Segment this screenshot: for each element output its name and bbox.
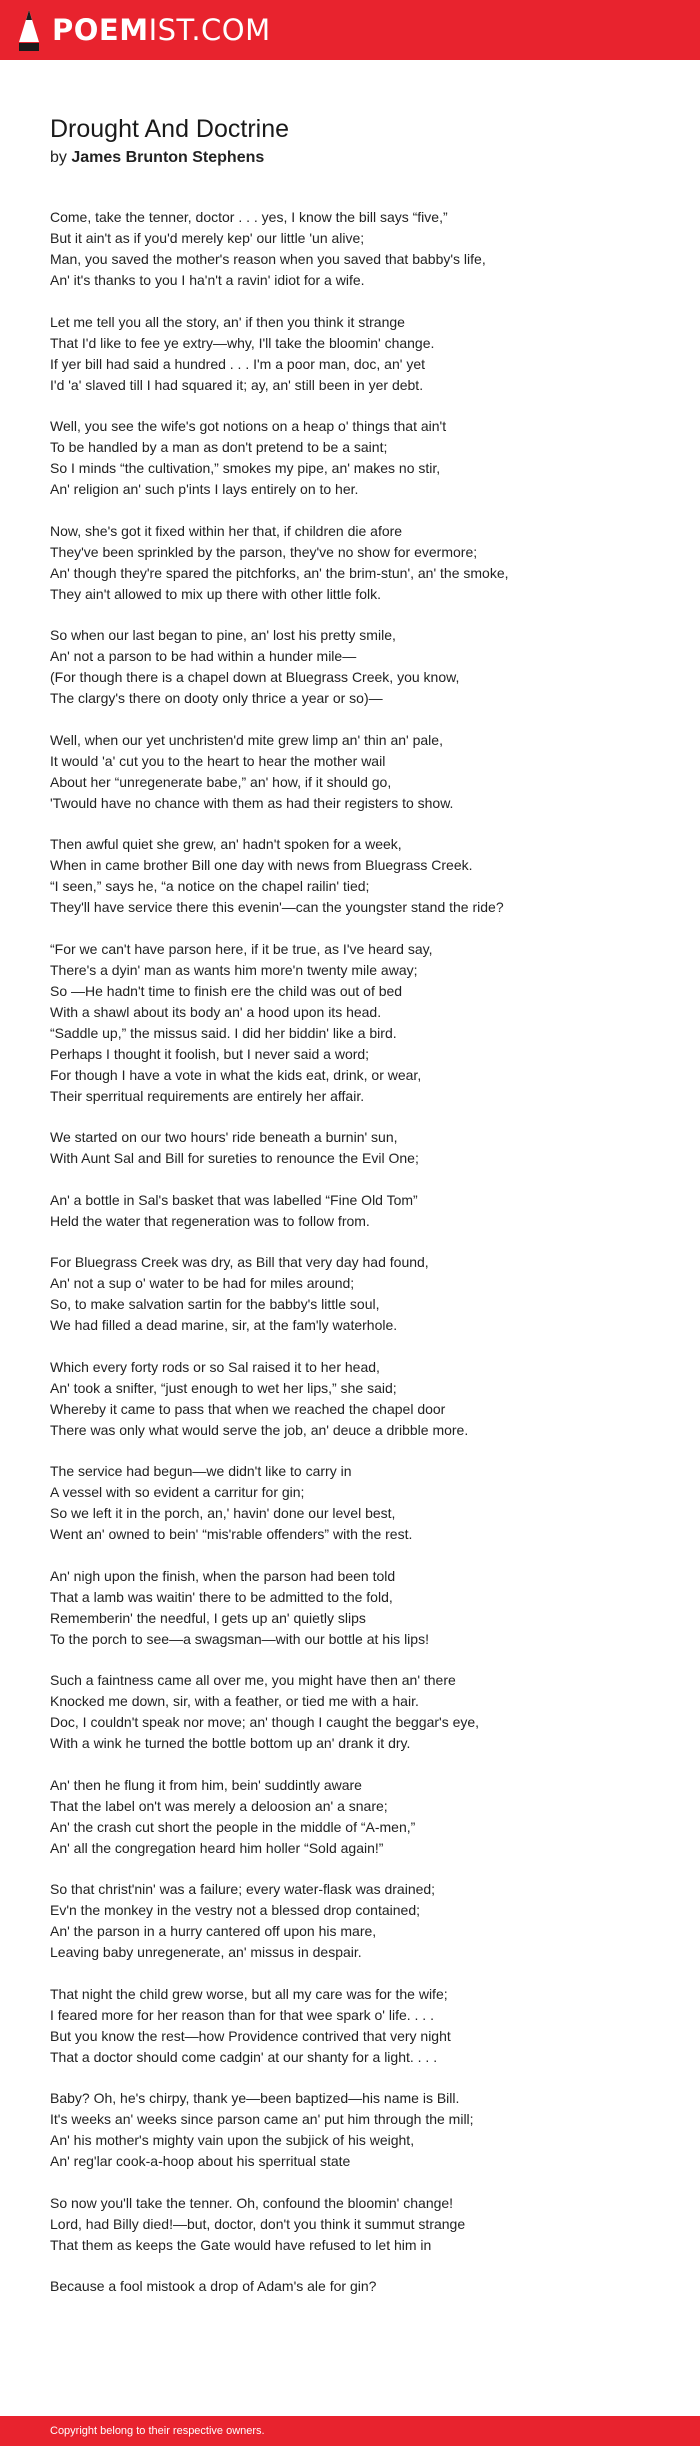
poem-line: “I seen,” says he, “a notice on the chapel railin' tied; [50,878,370,894]
poem-line: For Bluegrass Creek was dry, as Bill that very day had found, [50,1254,429,1270]
poem-line: Well, you see the wife's got notions on a heap o' things that ain't [50,418,447,434]
brand-bold-text: POEM [52,13,149,47]
stanza [50,416,670,500]
poem-line: So, to make salvation sartin for the babby's little soul, [50,1296,380,1312]
poem-line: An' then he flung it from him, bein' suddintly aware [50,1776,362,1793]
poem-line: An' his mother's mighty vain upon the subjick of his weight, [50,2132,415,2148]
stanza [50,2193,670,2256]
stanza [50,2088,670,2172]
poem-line: The clargy's there on dooty only thrice a year or so)— [50,690,383,706]
poem-line: An' though they're spared the pitchforks, an' the brim-stun', an' the smoke, [50,564,509,581]
poem-line: An' religion an' such p'ints I lays entirely on to her. [50,481,359,497]
poem-line: An' not a sup o' water to be had for miles around; [50,1275,355,1291]
poem-line: When in came brother Bill one day with news from Bluegrass Creek. [50,857,473,873]
poem-line: Come, take the tenner, doctor . . . yes, I know the bill says “five,” [50,209,448,225]
poem-line: Rememberin' the needful, I gets up an' quietly slips [50,1609,366,1626]
poem-line: An' all the congregation heard him holler “Sold again!” [50,1839,384,1856]
stanza [50,1461,670,1545]
stanza [50,2276,670,2297]
poem-line: To the porch to see—a swagsman—with our bottle at his lips! [50,1630,429,1647]
stanza [50,834,670,918]
poem-line: That a doctor should come cadgin' at our shanty for a light. . . . [50,2048,438,2065]
site-logo[interactable] [52,13,271,47]
poem-line: Such a faintness came all over me, you might have then an' there [50,1672,456,1688]
poem-line: Because a fool mistook a drop of Adam's ale for gin? [50,2278,377,2294]
poem-line: But you know the rest—how Providence contrived that very night [50,2027,451,2044]
poem-line: It's weeks an' weeks since parson came an' put him through the mill; [50,2111,474,2127]
stanza [50,1775,670,1859]
poem-line: That the label on't was merely a deloosion an' a snare; [50,1797,388,1814]
author-name[interactable]: James Brunton Stephens [71,149,265,166]
poem-line: An' the parson in a hurry cantered off upon his mare, [50,1923,377,1939]
poem-line: Baby? Oh, he's chirpy, thank ye—been baptized—his name is Bill. [50,2090,460,2106]
poem-line: About her “unregenerate babe,” an' how, if it should go, [50,773,392,790]
poem-line: Leaving baby unregenerate, an' missus in despair. [50,1944,362,1960]
poem-line: Man, you saved the mother's reason when you saved that babby's life, [50,251,486,267]
poem-line: They ain't allowed to mix up there with other little folk. [50,585,382,602]
stanza [50,312,670,396]
poem-line: I feared more for her reason than for that wee spark o' life. . . . [50,2006,434,2023]
poem-line: Went an' owned to bein' “mis'rable offenders” with the rest. [50,1526,413,1542]
brand-light-text: IST.COM [148,13,271,47]
poem-line: Knocked me down, sir, with a feather, or tied me with a hair. [50,1693,419,1709]
poem-line: We had filled a dead marine, sir, at the fam'ly waterhole. [50,1317,398,1333]
poem-line: There was only what would serve the job, an' deuce a dribble more. [50,1421,469,1438]
poem-line: That a lamb was waitin' there to be admitted to the fold, [50,1588,393,1605]
poem-line: That I'd like to fee ye extry—why, I'll take the bloomin' change. [50,334,435,351]
stanza [50,625,670,709]
poem-line: That night the child grew worse, but all my care was for the wife; [50,1985,448,2002]
poem-line: A vessel with so evident a carritur for gin; [50,1484,305,1500]
poem-line: That them as keeps the Gate would have refused to let him in [50,2236,432,2253]
poem-line: An' reg'lar cook-a-hoop about his sperritual state [50,2153,351,2169]
stanza [50,1252,670,1336]
poem-body [50,207,670,2297]
pencil-logo-icon[interactable] [18,8,40,52]
poem-line: For though I have a vote in what the kids eat, drink, or wear, [50,1066,422,1083]
poem-line: Now, she's got it fixed within her that, if children die afore [50,522,403,539]
poem-line: “Saddle up,” the missus said. I did her biddin' like a bird. [50,1024,397,1041]
poem-line: Their sperritual requirements are entirely her affair. [50,1087,365,1104]
stanza [50,1670,670,1754]
poem-line: Let me tell you all the story, an' if then you think it strange [50,313,405,330]
poem-line: An' not a parson to be had within a hunder mile— [50,648,357,664]
stanza [50,1127,670,1169]
poem-line: Which every forty rods or so Sal raised it to her head, [50,1358,380,1375]
poem-line: To be handled by a man as don't pretend to be a saint; [50,439,388,455]
poem-title: Drought And Doctrine [50,115,290,143]
poem-line: An' it's thanks to you I ha'n't a ravin' idiot for a wife. [50,272,365,288]
poem-line: With a wink he turned the bottle bottom up an' drank it dry. [50,1735,411,1751]
poem-line: With a shawl about its body an' a hood upon its head. [50,1003,382,1020]
poem-line: Perhaps I thought it foolish, but I never said a word; [50,1045,370,1062]
poem-line: Doc, I couldn't speak nor move; an' though I caught the beggar's eye, [50,1714,480,1730]
poem-line: An' the crash cut short the people in the middle of “A-men,” [50,1818,416,1835]
poem-line: It would 'a' cut you to the heart to hear the mother wail [50,752,386,769]
stanza [50,1566,670,1650]
poem-line: So now you'll take the tenner. Oh, confound the bloomin' change! [50,2194,454,2211]
poem-line: (For though there is a chapel down at Bluegrass Creek, you know, [50,669,460,685]
site-footer [0,2416,700,2446]
stanza [50,1357,670,1441]
poem-line: They've been sprinkled by the parson, they've no show for evermore; [50,543,478,560]
poem-line: Whereby it came to pass that when we reached the chapel door [50,1400,446,1417]
site-header [0,0,700,60]
by-prefix: by [50,149,72,166]
poem-line: So that christ'nin' was a failure; every water-flask was drained; [50,1881,436,1897]
poem-content [50,113,670,2318]
stanza [50,1984,670,2068]
poem-line: If yer bill had said a hundred . . . I'm a poor man, doc, an' yet [50,355,425,372]
stanza [50,207,670,291]
poem-line: With Aunt Sal and Bill for sureties to renounce the Evil One; [50,1150,419,1166]
poem-line: So we left it in the porch, an,' havin' done our level best, [50,1505,396,1521]
poem-line: Well, when our yet unchristen'd mite grew limp an' thin an' pale, [50,731,443,748]
poem-line: Lord, had Billy died!—but, doctor, don't you think it summut strange [50,2215,466,2232]
poem-line: An' nigh upon the finish, when the parson had been told [50,1567,396,1584]
poem-line: “For we can't have parson here, if it be true, as I've heard say, [50,940,433,957]
poem-line: So when our last began to pine, an' lost his pretty smile, [50,627,396,643]
stanza [50,1190,670,1232]
poem-line: We started on our two hours' ride beneath a burnin' sun, [50,1129,398,1145]
poem-line: An' a bottle in Sal's basket that was labelled “Fine Old Tom” [50,1191,418,1208]
copyright-text: Copyright belong to their respective owners. [50,2425,265,2437]
poem-line: I'd 'a' slaved till I had squared it; ay, an' still been in yer debt. [50,376,424,393]
byline [50,147,670,169]
poem-line: Then awful quiet she grew, an' hadn't spoken for a week, [50,836,402,852]
stanza [50,521,670,605]
poem-line: Held the water that regeneration was to follow from. [50,1212,370,1229]
stanza [50,939,670,1107]
poem-line: 'Twould have no chance with them as had their registers to show. [50,794,454,811]
poem-line: An' took a snifter, “just enough to wet her lips,” she said; [50,1379,397,1396]
poem-line: So —He hadn't time to finish ere the child was out of bed [50,982,403,999]
stanza [50,730,670,814]
stanza [50,1879,670,1963]
poem-line: There's a dyin' man as wants him more'n twenty mile away; [50,961,418,978]
poem-line: But it ain't as if you'd merely kep' our little 'un alive; [50,230,365,246]
poem-line: Ev'n the monkey in the vestry not a blessed drop contained; [50,1902,421,1918]
poem-line: They'll have service there this evenin'—can the youngster stand the ride? [50,899,504,915]
poem-line: The service had begun—we didn't like to carry in [50,1463,352,1479]
poem-line: So I minds “the cultivation,” smokes my pipe, an' makes no stir, [50,460,441,476]
